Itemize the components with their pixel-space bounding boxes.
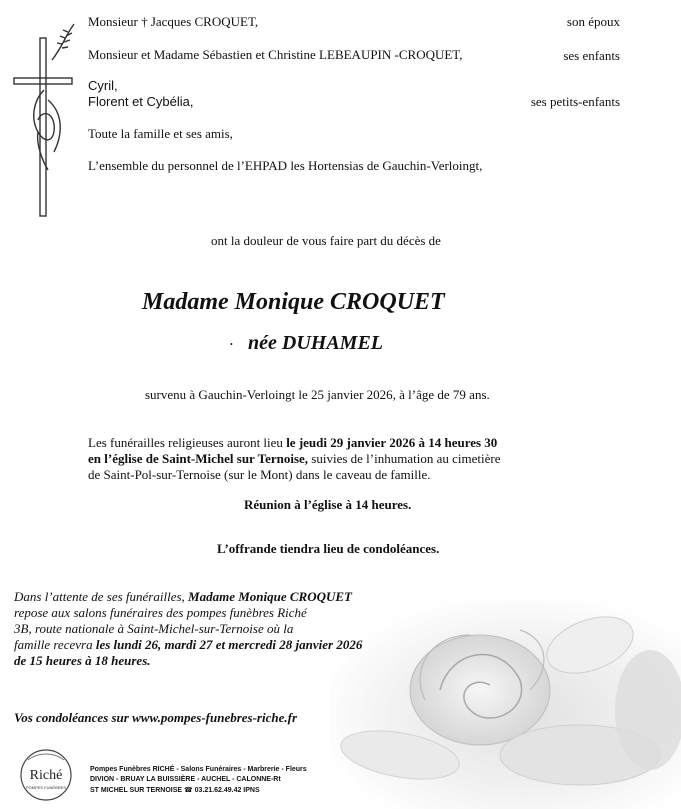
cross-wheat-icon: [8, 20, 88, 220]
grandchildren-line-2: Florent et Cybélia,: [88, 94, 194, 109]
deceased-name: Madame Monique CROQUET: [142, 289, 445, 315]
footer-line-2: DIVION - BRUAY LA BUISSIÈRE - AUCHEL - CALONNE-Rt: [90, 776, 281, 783]
logo-text: Riché: [29, 768, 63, 783]
attente-line-4-text: famille recevra: [14, 637, 96, 652]
attente-line-2: repose aux salons funéraires des pompes funèbres Riché: [14, 605, 307, 620]
children-names: Monsieur et Madame Sébastien et Christine LEBEAUPIN -CROQUET,: [88, 47, 463, 62]
footer-line-3: ST MICHEL SUR TERNOISE ☎ 03.21.62.49.42 IPNS: [90, 787, 260, 794]
death-details: survenu à Gauchin-Verloingt le 25 janvier 2026, à l’âge de 79 ans.: [145, 387, 490, 402]
riche-logo-icon: [14, 748, 78, 802]
attente-hours: de 15 heures à 18 heures.: [14, 653, 151, 668]
attente-line-1: [14, 589, 352, 605]
funeral-line-1: [88, 435, 497, 451]
spouse-name: Monsieur † Jacques CROQUET,: [88, 14, 259, 29]
reunion: Réunion à l’église à 14 heures.: [244, 497, 412, 512]
grandchildren-relation: ses petits-enfants: [530, 94, 620, 109]
spouse-relation: son époux: [566, 14, 620, 29]
announcement: ont la douleur de vous faire part du décès de: [211, 233, 441, 248]
footer-line-1: Pompes Funèbres RICHÉ - Salons Funéraires - Marbrerie - Fleurs: [90, 766, 307, 773]
attente-line-4: [14, 637, 362, 653]
offrande: L’offrande tiendra lieu de condoléances.: [217, 541, 440, 556]
attente-dates: les lundi 26, mardi 27 et mercredi 28 janvier 2026: [95, 637, 363, 652]
attente-name: Madame Monique CROQUET: [188, 589, 352, 604]
maiden-name: née DUHAMEL: [248, 332, 383, 354]
stray-dot: •: [230, 340, 233, 349]
ehpad-staff: L’ensemble du personnel de l’EHPAD les Hortensias de Gauchin-Verloingt,: [88, 158, 483, 173]
logo-subtext: POMPES FUNÈBRES: [25, 785, 67, 790]
funeral-line-3: de Saint-Pol-sur-Ternoise (sur le Mont) dans le caveau de famille.: [88, 467, 431, 482]
attente-line-3: 3B, route nationale à Saint-Michel-sur-Ternoise où la: [14, 621, 294, 636]
funeral-date: le jeudi 29 janvier 2026 à 14 heures 30: [286, 435, 498, 450]
funeral-line-1-text: Les funérailles religieuses auront lieu: [88, 435, 287, 450]
funeral-church: en l’église de Saint-Michel sur Ternoise,: [88, 451, 309, 466]
children-relation: ses enfants: [563, 48, 620, 63]
funeral-line-2-text: suivies de l’inhumation au cimetière: [308, 451, 501, 466]
family-friends: Toute la famille et ses amis,: [88, 126, 233, 141]
attente-line-1-text: Dans l’attente de ses funérailles,: [14, 589, 189, 604]
condoleances-website[interactable]: Vos condoléances sur www.pompes-funebres-riche.fr: [14, 710, 298, 725]
white-rose-image: [330, 540, 681, 809]
grandchildren-line-1: Cyril,: [88, 78, 118, 93]
funeral-line-2: [88, 451, 500, 467]
